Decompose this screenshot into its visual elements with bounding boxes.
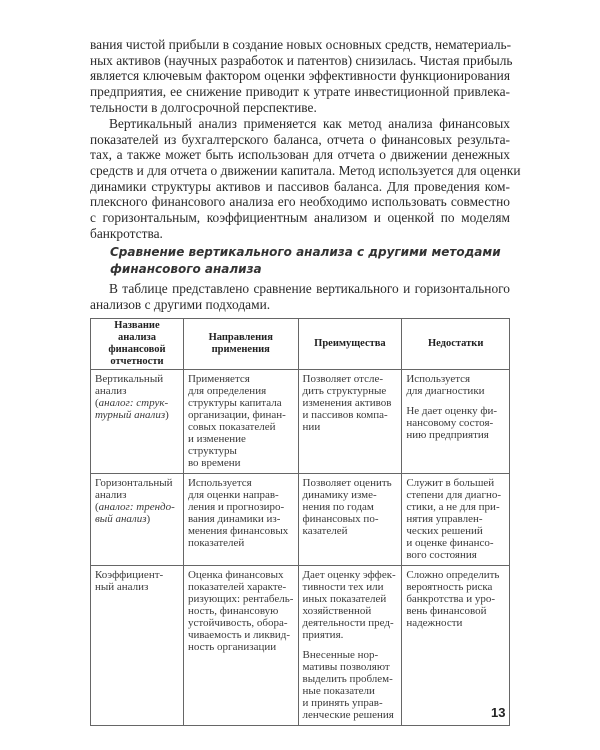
- cell-drawbacks-text: Не дает оценку фи- нансовому состоя- нию предприятия: [406, 405, 498, 441]
- table-row: [91, 370, 510, 474]
- text-line: является ключевым фактором оценки эффективности функционирования: [90, 68, 510, 84]
- header-drawbacks: Недостатки: [402, 319, 510, 370]
- cell-name-text: аналог: струк- турный анализ: [95, 397, 169, 421]
- text-line: средств и для отчета о движении капитала. Метод используется для оценки: [90, 163, 521, 179]
- cell-name-text: Коэффициент- ный анализ: [95, 569, 164, 593]
- cell-drawbacks: [402, 566, 510, 726]
- spacer: [303, 641, 398, 649]
- text-line: вания чистой прибыли в создание новых основных средств, нематериаль-: [90, 37, 512, 52]
- cell-advantages: [298, 474, 402, 566]
- paragraph-3: [90, 281, 510, 312]
- text-line: В таблице представлено сравнение вертикального и горизонтального: [109, 281, 510, 296]
- cell-application: [183, 474, 298, 566]
- cell-application-text: Используется для оценки направ- ления и прогнозиро- вания динамики из- менения финансовых показателей: [187, 477, 289, 549]
- text-line: банкротства.: [90, 225, 163, 241]
- cell-name: Горизонтальный анализ (аналог: трендо- вый анализ): [91, 474, 184, 566]
- cell-name-text: аналог: трендо- вый анализ: [95, 501, 175, 525]
- paragraph-1: [90, 37, 513, 115]
- cell-name: [91, 566, 184, 726]
- text-line: предприятия, ее снижение приводит к утрате инвестиционной привлека-: [90, 84, 510, 100]
- cell-advantages-text: Позволяет оценить динамику изме- нения по годам финансовых по- казателей: [302, 477, 392, 537]
- cell-name-text: Вертикальный анализ: [95, 373, 164, 397]
- section-heading: [110, 244, 501, 278]
- cell-application-text: Применяется для определения структуры капитала организации, финан- совых показателей и изменение структуры во времени: [187, 373, 286, 469]
- spacer: [406, 397, 505, 405]
- cell-drawbacks-text: Служит в большей степени для диагно- стики, а не для при- нятия управлен- ческих решений и оценке финансо- вого состояния: [406, 477, 501, 561]
- comparison-table: [90, 318, 510, 726]
- cell-application-text: Оценка финансовых показателей характе- ризующих: рентабель- ность, финансовую устойчивость, обора- чиваемость и ликвид- ность организации: [187, 569, 294, 653]
- cell-drawbacks-text: Сложно определить вероятность риска банкротства и уро- вень финансовой надежности: [406, 569, 500, 629]
- text-line: плексного финансового анализа его необходимо использовать совместно: [90, 194, 510, 210]
- cell-name-text: Горизонтальный анализ: [95, 477, 173, 501]
- text-line: тельности в долгосрочной перспективе.: [90, 99, 317, 115]
- table-row: [91, 566, 510, 726]
- cell-advantages-text: Дает оценку эффек- тивности тех или иных показателей хозяйственной деятельности пред- приятия.: [302, 569, 396, 641]
- cell-drawbacks: [402, 370, 510, 474]
- cell-advantages: [298, 370, 402, 474]
- cell-drawbacks: [402, 474, 510, 566]
- cell-advantages: [298, 566, 402, 726]
- cell-application: [183, 566, 298, 726]
- cell-advantages-text: Позволяет отсле- дить структурные изменения активов и пассивов компа- нии: [302, 373, 392, 433]
- cell-advantages-text: Внесенные нор- мативы позволяют выделить проблем- ные показатели и принять управ- ленческие решения: [302, 649, 394, 721]
- heading-line: Сравнение вертикального анализа с другими методами: [110, 245, 501, 259]
- cell-name: Вертикальный анализ (аналог: струк- турный анализ): [91, 370, 184, 474]
- paragraph-2: [90, 116, 521, 242]
- text-line: тах, а также может быть использован для отчета о движении денежных: [90, 147, 510, 163]
- header-application: Направления применения: [183, 319, 298, 370]
- text-line: с горизонтальным, коэффициентным анализом и оценкой по моделям: [90, 210, 510, 226]
- text-line: Вертикальный анализ применяется как метод анализа финансовых: [109, 116, 510, 131]
- table-row: [91, 474, 510, 566]
- text-line: динамики структуры активов и пассивов баланса. Для проведения ком-: [90, 178, 510, 194]
- text-line: анализов с другими подходами.: [90, 296, 271, 312]
- table-header-row: [91, 319, 510, 370]
- page-number: 13: [491, 705, 506, 720]
- heading-line: финансового анализа: [110, 262, 262, 276]
- cell-application: [183, 370, 298, 474]
- header-name: Название анализа финансовой отчетности: [91, 319, 184, 370]
- text-line: ных активов (научных разработок и патентов) снизилась. Чистая прибыль: [90, 52, 513, 68]
- cell-drawbacks-text: Используется для диагностики: [406, 373, 485, 397]
- header-advantages: Преимущества: [298, 319, 402, 370]
- text-line: показателей из бухгалтерского баланса, отчета о финансовых результа-: [90, 131, 510, 147]
